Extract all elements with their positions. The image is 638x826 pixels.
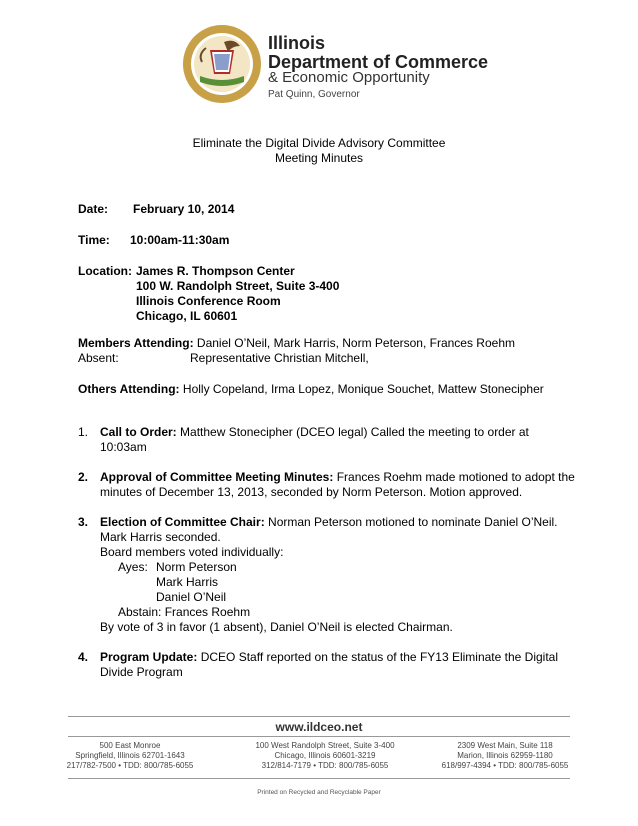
- document-title: Eliminate the Digital Divide Advisory Committee Meeting Minutes: [192, 136, 446, 165]
- item-heading: Call to Order:: [100, 425, 177, 439]
- vote-result: By vote of 3 in favor (1 absent), Daniel O’Neil is elected Chairman.: [100, 620, 453, 634]
- item-text: Matthew Stonecipher (DCEO legal) Called the meeting to order at: [180, 425, 529, 439]
- location-line-4: Chicago, IL 60601: [136, 309, 238, 323]
- item-number: 2.: [78, 470, 89, 484]
- illinois-state-seal: [182, 24, 262, 104]
- item-text: DCEO Staff reported on the status of the FY13 Eliminate the Digital: [200, 650, 559, 664]
- abstain-row: Abstain: Frances Roehm: [118, 605, 251, 619]
- agenda-item-3: [78, 515, 598, 635]
- members-value: Daniel O’Neil, Mark Harris, Norm Peterson, Frances Roehm: [196, 336, 515, 350]
- agenda-item-4: [78, 650, 598, 680]
- aye-name: Daniel O’Neil: [156, 590, 227, 604]
- item-line: Board members voted individually:: [100, 545, 284, 559]
- others-value: Holly Copeland, Irma Lopez, Monique Souchet, Mattew Stonecipher: [182, 382, 544, 396]
- footer-rule-bottom: [68, 778, 570, 779]
- agenda-item-2: [78, 470, 598, 500]
- others-label: Others Attending:: [78, 382, 180, 396]
- item-number: 3.: [78, 515, 89, 529]
- location-label: Location:: [78, 264, 132, 278]
- agenda-items: [78, 425, 598, 695]
- members-label: Members Attending:: [78, 336, 194, 350]
- item-text: Norman Peterson motioned to nominate Daniel O’Neil.: [268, 515, 558, 529]
- ayes-row: [100, 560, 598, 575]
- aye-name: Norm Peterson: [156, 560, 237, 574]
- item-heading: Approval of Committee Meeting Minutes:: [100, 470, 334, 484]
- time-label: Time:: [78, 233, 110, 247]
- item-number: 1.: [78, 425, 89, 439]
- org-subtitle: & Economic Opportunity: [268, 69, 430, 86]
- date-label: Date:: [78, 202, 109, 216]
- footer-address-chicago: 100 West Randolph Street, Suite 3-400 Chicago, Illinois 60601-3219 312/814-7179 • TDD: 800/785-6055: [255, 741, 395, 770]
- item-text-cont: 10:03am: [100, 440, 147, 454]
- item-text-cont: Divide Program: [100, 665, 183, 679]
- time-value: 10:00am-11:30am: [130, 233, 230, 247]
- footer-address-marion: 2309 West Main, Suite 118 Marion, Illinois 62959-1180 618/997-4394 • TDD: 800/785-6055: [441, 741, 569, 770]
- agenda-item-1: [78, 425, 598, 455]
- absent-value: Representative Christian Mitchell,: [190, 351, 369, 365]
- others-attending: [78, 382, 544, 397]
- footer-address-springfield: 500 East Monroe Springfield, Illinois 62701-1643 217/782-7500 • TDD: 800/785-6055: [66, 741, 194, 770]
- aye-name: Mark Harris: [156, 575, 218, 589]
- item-heading: Program Update:: [100, 650, 198, 664]
- item-text-cont: minutes of December 13, 2013, seconded by Norm Peterson. Motion approved.: [100, 485, 523, 499]
- item-line: Mark Harris seconded.: [100, 530, 221, 544]
- org-name: Illinois Department of Commerce: [268, 33, 489, 72]
- location-line-2: 100 W. Randolph Street, Suite 3-400: [136, 279, 340, 293]
- absent-label: Absent:: [78, 351, 119, 365]
- location-line-3: Illinois Conference Room: [136, 294, 281, 308]
- location-line-1: James R. Thompson Center: [136, 264, 295, 278]
- item-text: Frances Roehm made motioned to adopt the: [336, 470, 575, 484]
- date-value: February 10, 2014: [133, 202, 235, 216]
- footer-url[interactable]: www.ildceo.net: [275, 720, 363, 734]
- footer-rule-mid: [68, 736, 570, 737]
- governor-name: Pat Quinn, Governor: [268, 89, 360, 100]
- ayes-label: Ayes:: [118, 560, 148, 574]
- members-attending: [78, 336, 515, 351]
- footer-rule-top: [68, 716, 570, 717]
- item-number: 4.: [78, 650, 89, 664]
- recycled-notice: Printed on Recycled and Recyclable Paper: [257, 789, 381, 796]
- item-heading: Election of Committee Chair:: [100, 515, 265, 529]
